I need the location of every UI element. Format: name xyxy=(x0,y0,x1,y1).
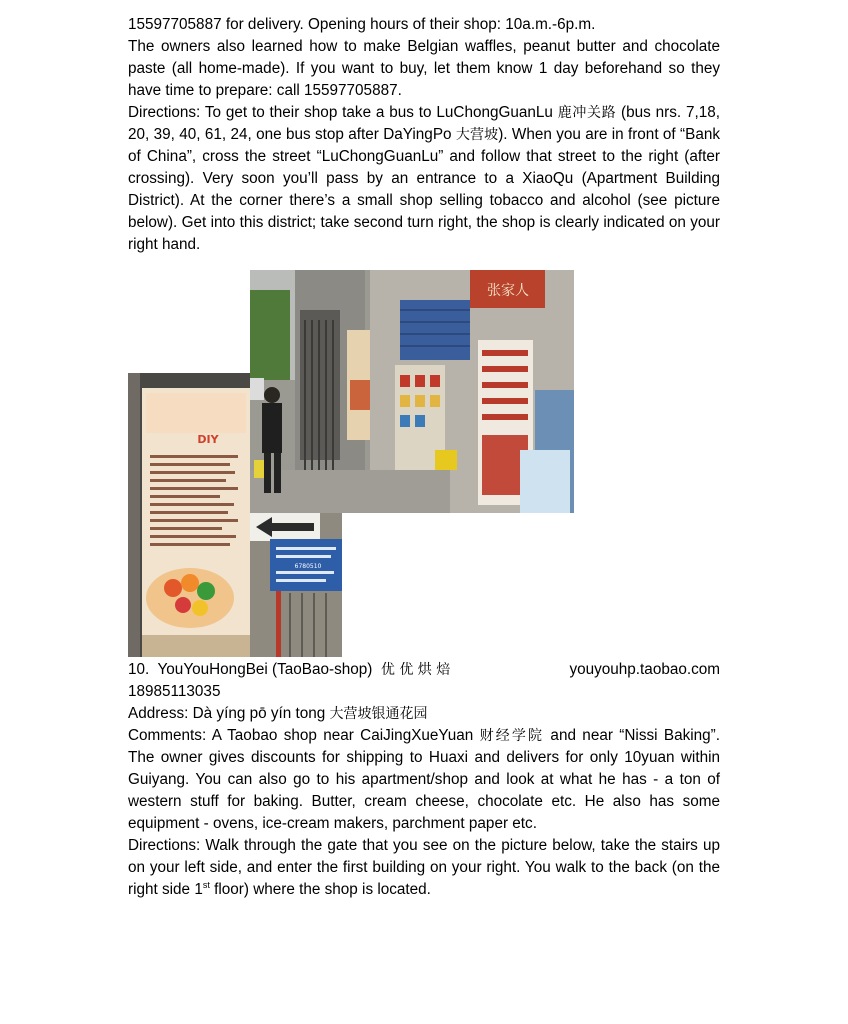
directions-cjk-2: 大营坡 xyxy=(455,127,499,143)
comments-text-1: Comments: A Taobao shop near CaiJingXueYuan xyxy=(128,727,480,744)
diy-poster-photo xyxy=(128,373,250,657)
directions-cjk-1: 鹿冲关路 xyxy=(557,105,617,121)
youyou-section xyxy=(128,659,720,901)
delivery-line: 15597705887 for delivery. Opening hours of their shop: 10a.m.-6p.m. xyxy=(128,16,596,33)
directions-text-2: (bus nrs. 7,18, 20, 39, 40, 61, 24, one bus stop after DaYingPo xyxy=(128,104,720,143)
youyou-title-row xyxy=(128,659,720,681)
comments-text-2: and near “Nissi Baking”. The owner gives discounts for shipping to Huaxi and delivers for only 10yuan within Guiyang. You can also go to his apartment/shop and look at what he has - a ton of western stuff for baking. Butter, cream cheese, chocolate etc. He also has some equipment - ovens, ice-cream makers, parchment paper etc. xyxy=(128,727,720,832)
floor-superscript: st xyxy=(202,879,210,890)
street-sign-phone: 6780510 xyxy=(294,563,322,570)
youyou-directions xyxy=(128,835,720,901)
youyou-address xyxy=(128,703,720,725)
youyou-comments xyxy=(128,725,720,835)
directions-text-3: ). When you are in front of “Bank of China”, cross the street “LuChongGuanLu” and follow that street to the right (after crossing). Very soon you’ll pass by an entrance to a XiaoQu (Apartment Building District). At the corner there’s a small shop selling tobacco and alcohol (see picture below). Get into this district; take second turn right, the shop is clearly indicated on your right hand. xyxy=(128,126,720,253)
directions-text-1: Directions: To get to their shop take a bus to LuChongGuanLu xyxy=(128,104,558,121)
youyou-number: 10. xyxy=(128,661,150,678)
youyou-directions-text-2: floor) where the shop is located. xyxy=(209,881,431,898)
shop-corner-photo xyxy=(250,270,574,513)
youyou-directions-text-1: Directions: Walk through the gate that you see on the picture below, take the stairs up on your left side, and enter the first building on your right. You walk to the back (on the right side 1 xyxy=(128,837,720,898)
shop-info-section xyxy=(128,14,720,256)
street-sign-photo xyxy=(250,513,342,657)
youyou-name: YouYouHongBei (TaoBao-shop) xyxy=(157,661,373,678)
youyou-cjk-name: 优 优 烘 焙 xyxy=(380,662,451,678)
youyou-url: youyouhp.taobao.com xyxy=(569,661,720,678)
address-cjk: 大营坡银通花园 xyxy=(329,706,428,722)
comments-cjk: 财经学院 xyxy=(479,728,545,744)
directions-paragraph xyxy=(128,102,720,256)
address-text: Address: Dà yíng pō yín tong xyxy=(128,705,330,722)
shop-sign-label: 张家人 xyxy=(487,283,529,299)
homemade-paragraph: The owners also learned how to make Belgian waffles, peanut butter and chocolate paste (all home-made). If you want to buy, let them know 1 day beforehand so they have time to prepare: call 15597705887. xyxy=(128,38,720,99)
youyou-phone: 18985113035 xyxy=(128,683,221,700)
poster-title: DIY xyxy=(197,433,219,446)
youyou-title xyxy=(128,659,450,681)
